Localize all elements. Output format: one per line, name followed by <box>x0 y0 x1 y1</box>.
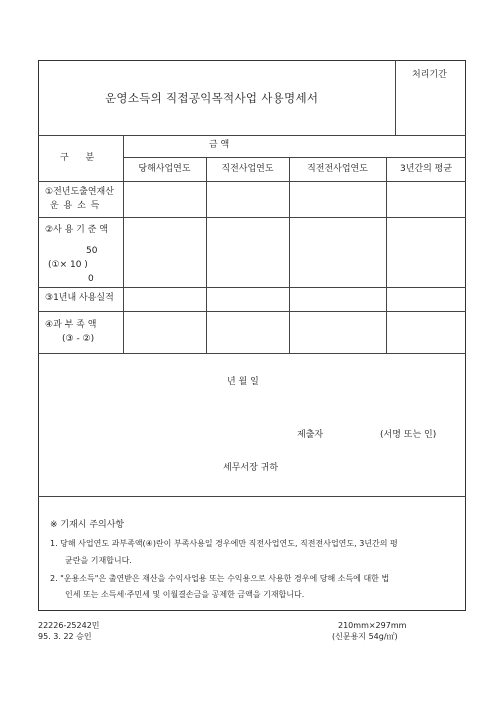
processing-period-label: 처리기간 <box>412 70 447 80</box>
note-item: 1. 당해 사업연도 과부족액(④)란이 부족사용일 경우에만 직전사업연도, 직전전사업연도, 3년간의 평 <box>50 539 398 548</box>
column-header: 직전사업연도 <box>221 164 274 174</box>
row-fraction-denominator: 0 <box>88 274 94 284</box>
divider-signature <box>38 496 466 497</box>
submitter-label: 제출자 <box>297 430 324 440</box>
divider-title <box>38 135 466 136</box>
divider-processing <box>395 60 396 135</box>
col-divider-3 <box>289 157 290 353</box>
category-header: 구 분 <box>60 153 95 163</box>
approval-date: 95. 3. 22 승인 <box>38 632 92 641</box>
row-label: 운 용 소 득 <box>50 201 100 211</box>
row-label: ④과 부 족 액 <box>45 320 97 330</box>
row-label: ②사 용 기 준 액 <box>45 225 108 235</box>
note-item: 2. "운용소득"은 출연받은 재산을 수익사업용 또는 수익용으로 사용한 경우에 당해 소득에 대한 법 <box>50 574 390 583</box>
column-header: 당해사업연도 <box>138 164 191 174</box>
row-label: (③ - ②) <box>62 334 95 344</box>
amount-header: 금 액 <box>209 140 230 150</box>
paper-type: (신문용지 54g/㎡) <box>332 632 398 641</box>
recipient-label: 세무서장 귀하 <box>223 463 279 473</box>
divider-header <box>38 181 466 182</box>
divider-row1 <box>38 217 466 218</box>
note-item: 인세 또는 소득세·주민세 및 이월결손금을 공제한 금액을 기재합니다. <box>65 590 305 599</box>
date-line: 년 월 일 <box>227 377 259 387</box>
divider-amount <box>123 157 466 158</box>
form-title: 운영소득의 직접공익목적사업 사용명세서 <box>105 91 319 105</box>
notes-heading: ※ 기재시 주의사항 <box>50 520 125 530</box>
col-divider-4 <box>386 157 387 353</box>
col-divider-2 <box>206 157 207 353</box>
note-item: 균란을 기재합니다. <box>65 556 132 565</box>
divider-row4 <box>38 353 466 354</box>
row-label: ③1년내 사용실적 <box>45 293 114 303</box>
column-header: 직전전사업연도 <box>307 164 368 174</box>
paper-size: 210mm×297mm <box>338 621 407 630</box>
row-fraction-expression: (①× 10 ) <box>48 260 88 270</box>
row-label: ①전년도출연재산 <box>45 187 114 197</box>
divider-row2 <box>38 287 466 288</box>
signature-seal-label: (서명 또는 인) <box>380 430 437 440</box>
column-header: 3년간의 평균 <box>399 164 453 174</box>
row-fraction-numerator: 50 <box>86 246 98 256</box>
divider-row3 <box>38 311 466 312</box>
form-code: 22226-25242민 <box>38 621 100 630</box>
